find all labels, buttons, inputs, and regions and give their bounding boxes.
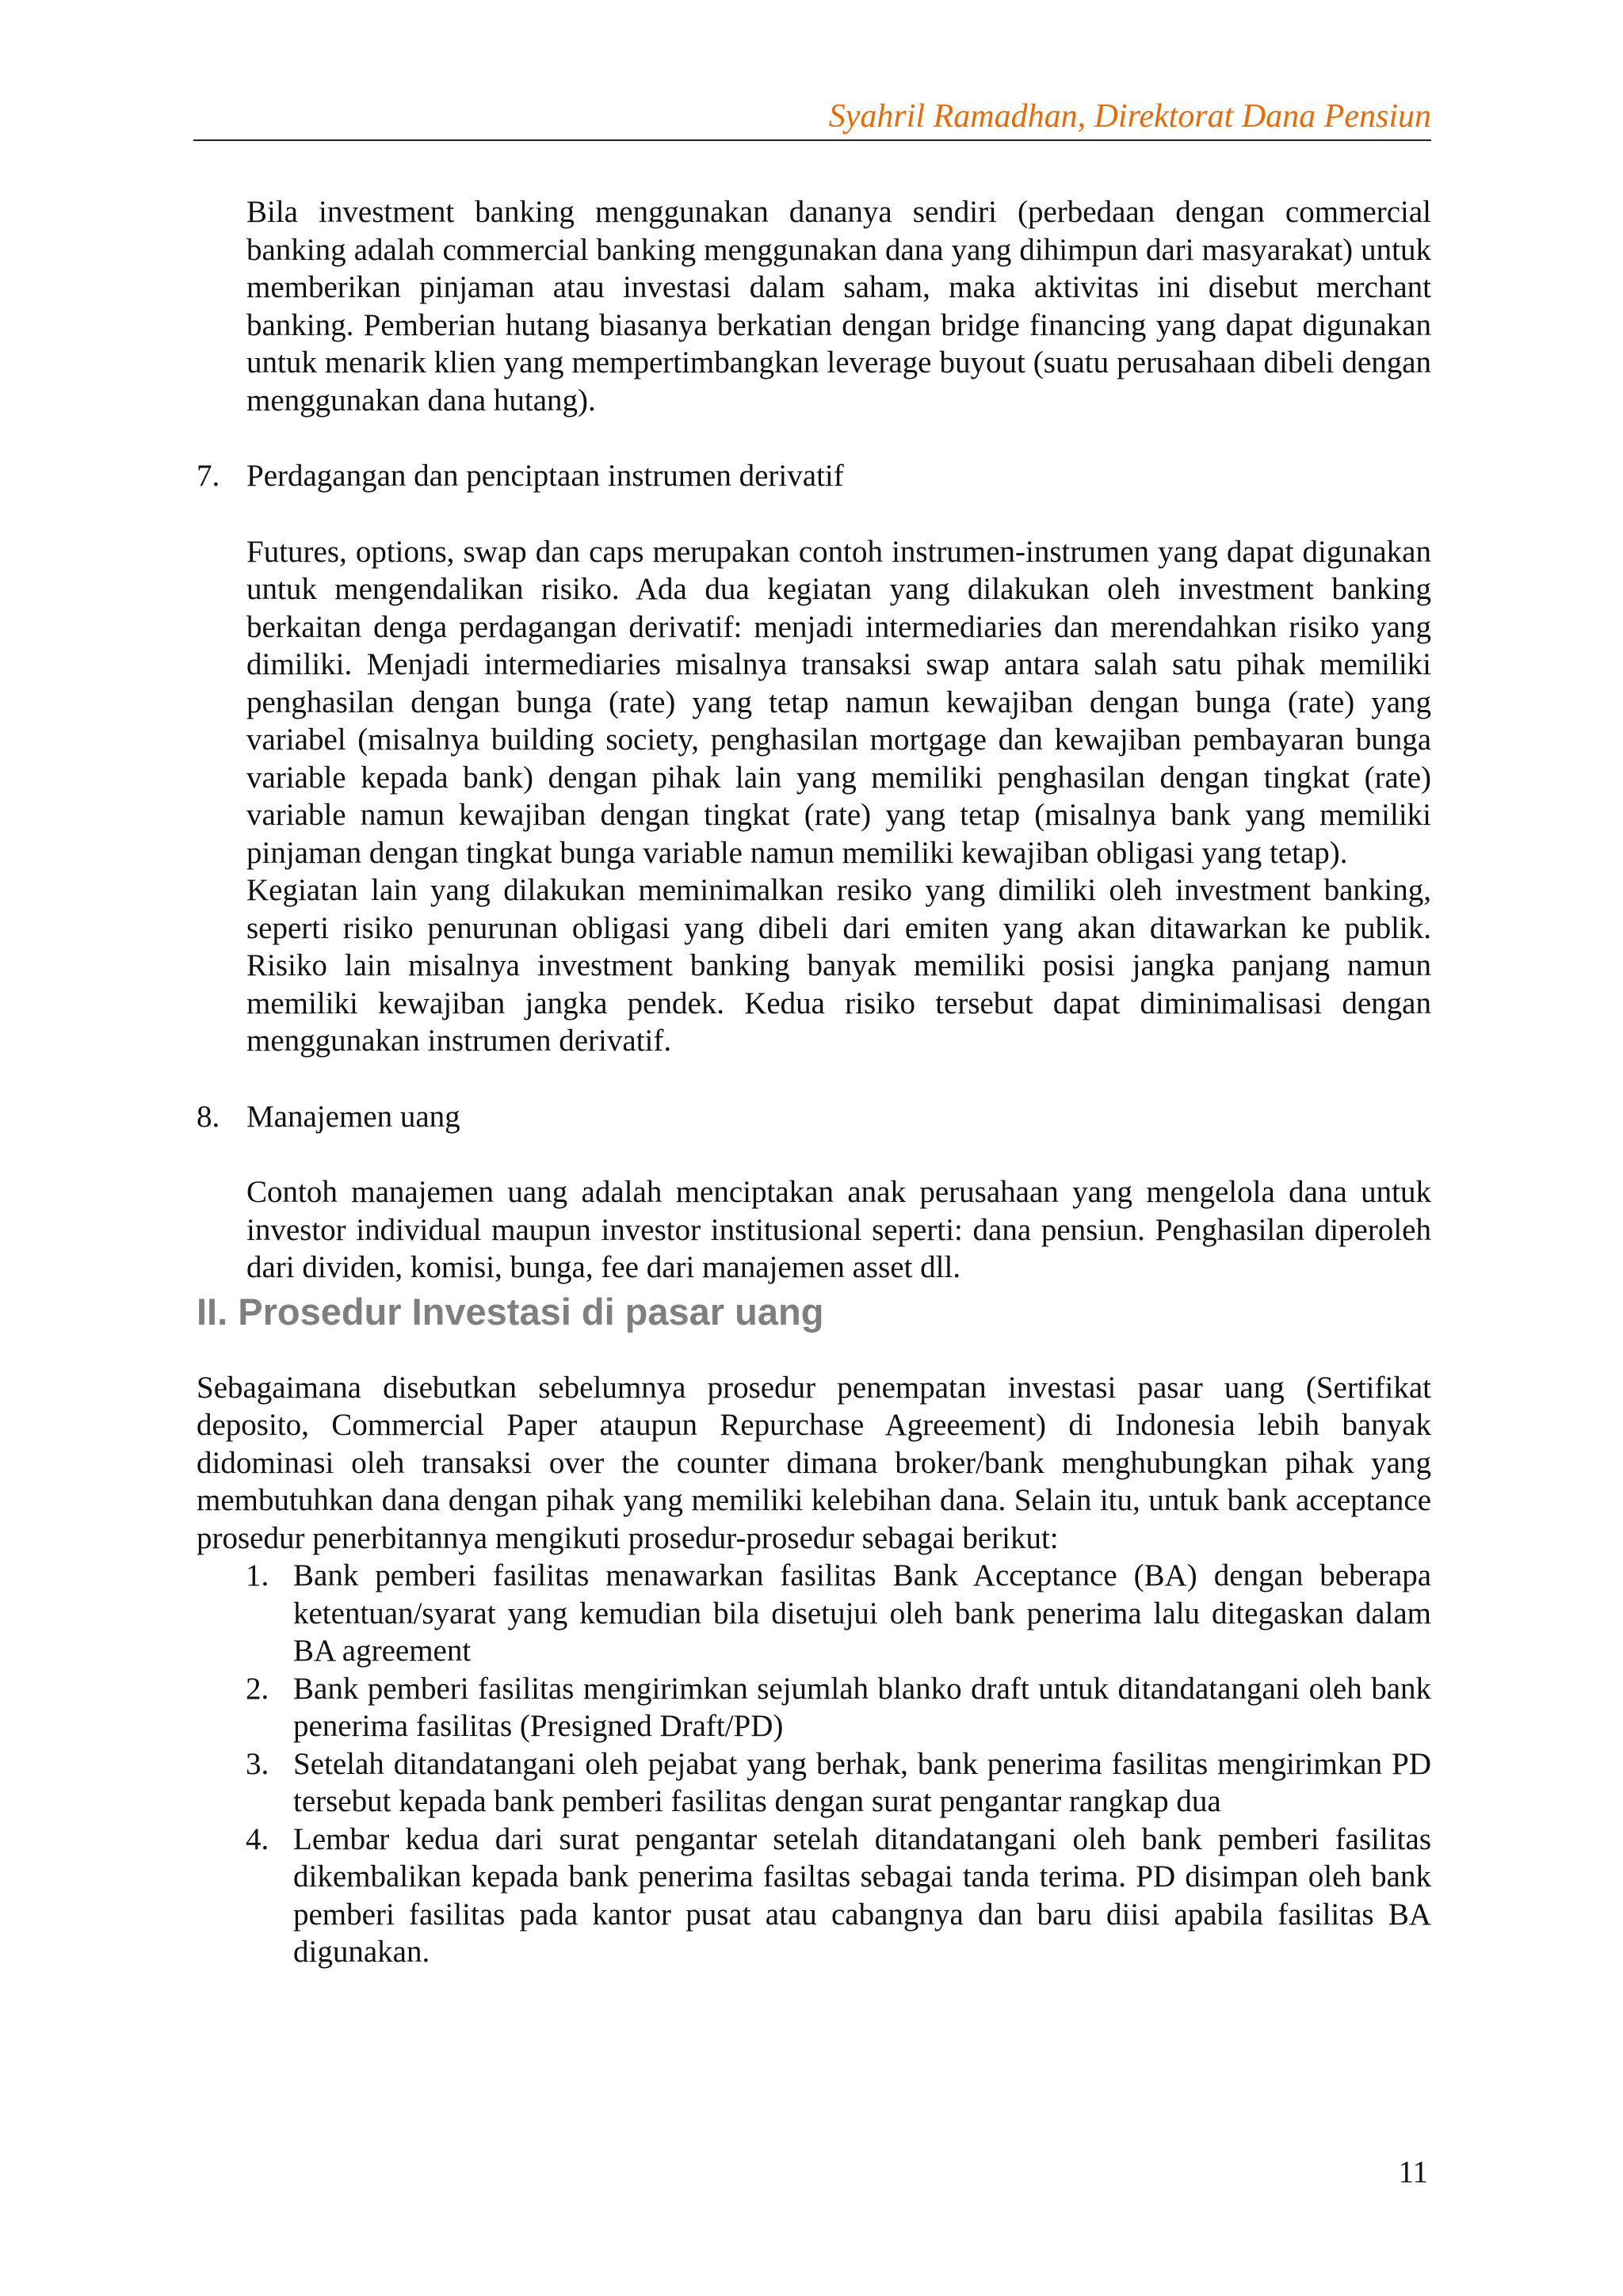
list-item-number: 4. [246, 1821, 269, 1856]
list-item [246, 1670, 1431, 1745]
item-8-number: 8. [197, 1099, 220, 1134]
running-header [193, 93, 1431, 141]
item-8-title: Manajemen uang [246, 1099, 460, 1134]
item-7-heading [197, 457, 1431, 495]
page-number: 11 [1398, 2155, 1428, 2189]
list-item [246, 1557, 1431, 1670]
list-item-text: Setelah ditandatangani oleh pejabat yang berhak, bank penerima fasilitas mengirimkan PD tersebut kepada bank pemberi fasilitas dengan surat pengantar rangkap dua [293, 1746, 1431, 1818]
list-item-text: Bank pemberi fasilitas menawarkan fasilitas Bank Acceptance (BA) dengan beberapa ketentuan/syarat yang kemudian bila disetujui oleh bank penerima lalu ditegaskan dalam BA agreement [293, 1558, 1431, 1668]
item-7-number: 7. [197, 459, 220, 493]
item-8-heading [197, 1098, 1431, 1136]
section-2-paragraph: Sebagaimana disebutkan sebelumnya prosedur penempatan investasi pasar uang (Sertifikat deposito, Commercial Paper ataupun Repurchase Agreeement) di Indonesia lebih banyak didominasi oleh transaksi over the counter dimana broker/bank menghubungkan pihak yang membutuhkan dana dengan pihak yang memiliki kelebihan dana. Selain itu, untuk bank acceptance prosedur penerbitannya mengikuti prosedur-prosedur sebagai berikut: [197, 1370, 1431, 1555]
list-item-text: Bank pemberi fasilitas mengirimkan sejumlah blanko draft untuk ditandatangani oleh bank penerima fasilitas (Presigned Draft/PD) [293, 1671, 1431, 1743]
list-item-number: 1. [246, 1558, 269, 1592]
header-author-line: Syahril Ramadhan, Direktorat Dana Pensiun [828, 98, 1431, 135]
item-7-title: Perdagangan dan penciptaan instrumen derivatif [246, 459, 844, 493]
item-7-paragraph-1: Futures, options, swap dan caps merupakan contoh instrumen-instrumen yang dapat digunakan untuk mengendalikan risiko. Ada dua kegiatan yang dilakukan oleh investment banking berkaitan denga perdagangan derivatif: menjadi intermediaries dan merendahkan risiko yang dimiliki. Menjadi intermediaries misalnya transaksi swap antara salah satu pihak memiliki penghasilan dengan bunga (rate) yang tetap namun kewajiban dengan bunga (rate) yang variabel (misalnya building society, penghasilan mortgage dan kewajiban pembayaran bunga variable kepada bank) dengan pihak lain yang memiliki penghasilan dengan tingkat (rate) variable namun kewajiban dengan tingkat (rate) yang tetap (misalnya bank yang memiliki pinjaman dengan tingkat bunga variable namun memiliki kewajiban obligasi yang tetap). [246, 534, 1431, 870]
page-content [197, 193, 1431, 1971]
item-7-paragraph-2: Kegiatan lain yang dilakukan meminimalkan resiko yang dimiliki oleh investment banking, seperti risiko penurunan obligasi yang dibeli dari emiten yang akan ditawarkan ke publik. Risiko lain misalnya investment banking banyak memiliki posisi jangka panjang namun memiliki kewajiban jangka pendek. Kedua risiko tersebut dapat diminimalisasi dengan menggunakan instrumen derivatif. [246, 873, 1431, 1058]
list-item-number: 2. [246, 1671, 269, 1706]
intro-paragraph: Bila investment banking menggunakan dananya sendiri (perbedaan dengan commercial banking adalah commercial banking menggunakan dana yang dihimpun dari masyarakat) untuk memberikan pinjaman atau investasi dalam saham, maka aktivitas ini disebut merchant banking. Pemberian hutang biasanya berkatian dengan bridge financing yang dapat digunakan untuk menarik klien yang mempertimbangkan leverage buyout (suatu perusahaan dibeli dengan menggunakan dana hutang). [246, 195, 1431, 418]
list-item-number: 3. [246, 1746, 269, 1781]
list-item-text: Lembar kedua dari surat pengantar setelah ditandatangani oleh bank pemberi fasilitas dikembalikan kepada bank penerima fasiltas sebagai tanda terima. PD disimpan oleh bank pemberi fasilitas pada kantor pusat atau cabangnya dan baru diisi apabila fasilitas BA digunakan. [293, 1821, 1431, 1969]
list-item [246, 1821, 1431, 1971]
procedure-list [246, 1557, 1431, 1971]
item-8-paragraph: Contoh manajemen uang adalah menciptakan anak perusahaan yang mengelola dana untuk investor individual maupun investor institusional seperti: dana pensiun. Penghasilan diperoleh dari dividen, komisi, bunga, fee dari manajemen asset dll. [246, 1175, 1431, 1284]
list-item [246, 1745, 1431, 1821]
section-2-heading: II. Prosedur Investasi di pasar uang [197, 1290, 824, 1333]
